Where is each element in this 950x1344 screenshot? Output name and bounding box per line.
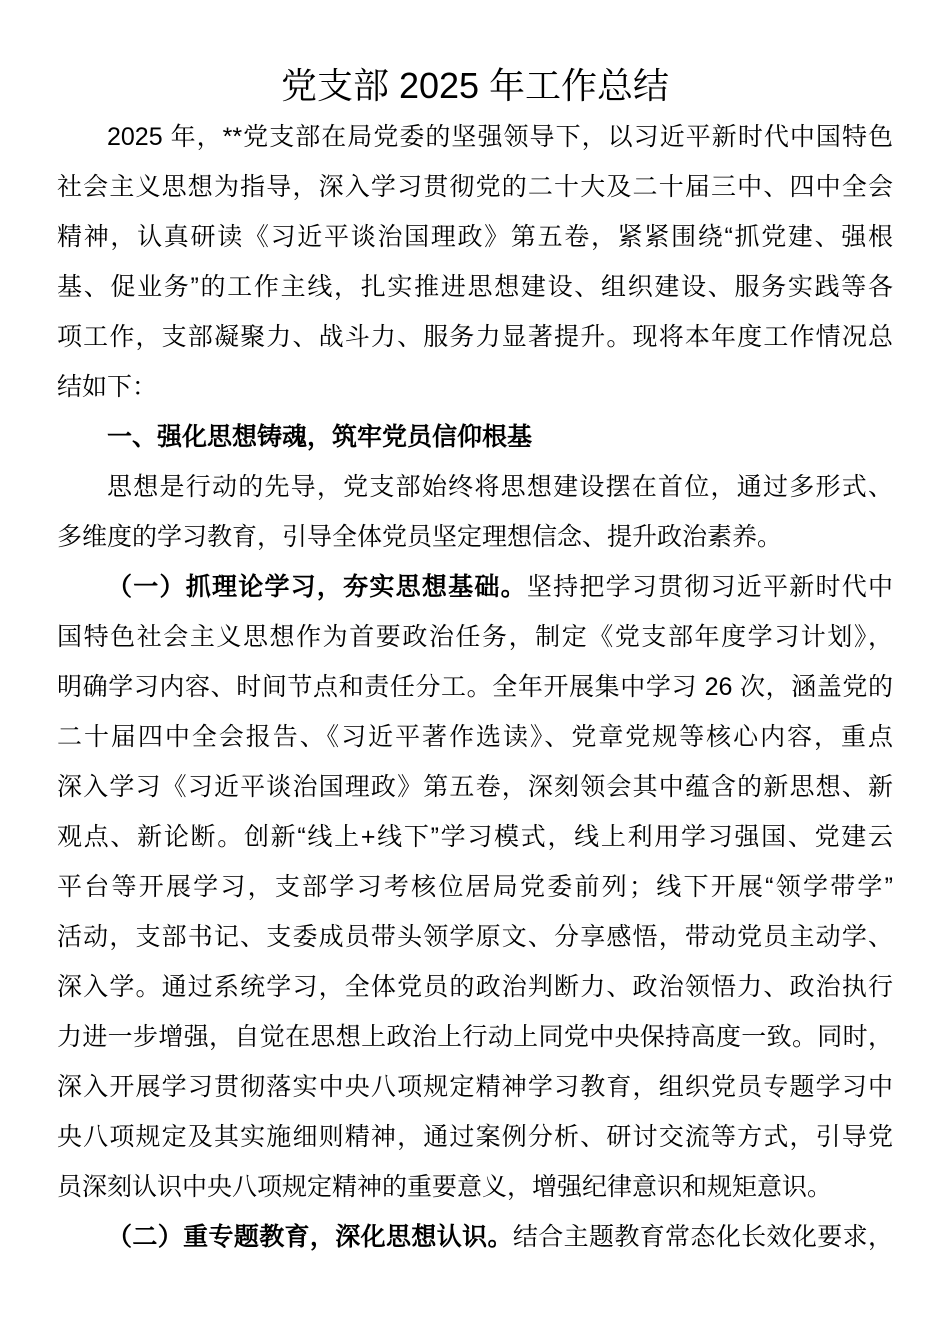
paragraph-line: 力进一步增强，自觉在思想上政治上行动上同党中央保持高度一致。同时， (57, 1023, 893, 1051)
paragraph-line: 思想是行动的先导，党支部始终将思想建设摆在首位，通过多形式、 (107, 473, 893, 501)
paragraph-line (57, 1212, 893, 1262)
paragraph-line: 深入开展学习贯彻落实中央八项规定精神学习教育，组织党员专题学习中 (57, 1073, 893, 1101)
document-title: 党支部 2025 年工作总结 (280, 65, 670, 106)
paragraph-line: 项工作，支部凝聚力、战斗力、服务力显著提升。现将本年度工作情况总 (57, 323, 893, 351)
paragraph-line: 社会主义思想为指导，深入学习贯彻党的二十大及二十届三中、四中全会 (57, 173, 893, 201)
paragraph-text: 坚持把学习贯彻习近平新时代中 (526, 573, 893, 601)
paragraph-line: 央八项规定及其实施细则精神，通过案例分析、研讨交流等方式，引导党 (57, 1123, 893, 1151)
paragraph-line: 2025 年，**党支部在局党委的坚强领导下，以习近平新时代中国特色 (107, 123, 893, 151)
paragraph-line: 结如下： (57, 373, 158, 401)
subheading-lead: （二）重专题教育，深化思想认识。 (107, 1223, 513, 1251)
section-heading: 一、强化思想铸魂，筑牢党员信仰根基 (107, 423, 533, 451)
paragraph-line: 明确学习内容、时间节点和责任分工。全年开展集中学习 26 次，涵盖党的 (57, 673, 893, 701)
paragraph-line: 观点、新论断。创新“线上+线下”学习模式，线上利用学习强国、党建云 (57, 823, 893, 851)
paragraph-line: 基、促业务”的工作主线，扎实推进思想建设、组织建设、服务实践等各 (57, 273, 893, 301)
paragraph-line: 二十届四中全会报告、《习近平著作选读》、党章党规等核心内容，重点 (57, 723, 893, 751)
paragraph-line: 深入学习《习近平谈治国理政》第五卷，深刻领会其中蕴含的新思想、新 (57, 773, 893, 801)
paragraph-line: 活动，支部书记、支委成员带头领学原文、分享感悟，带动党员主动学、 (57, 923, 893, 951)
paragraph-line: 精神，认真研读《习近平谈治国理政》第五卷，紧紧围绕“抓党建、强根 (57, 223, 893, 251)
paragraph-line: 多维度的学习教育，引导全体党员坚定理想信念、提升政治素养。 (57, 523, 783, 551)
paragraph-line (57, 562, 893, 612)
subheading-lead: （一）抓理论学习，夯实思想基础。 (107, 573, 527, 601)
paragraph-line: 国特色社会主义思想作为首要政治任务，制定《党支部年度学习计划》， (57, 623, 893, 651)
paragraph-text: 结合主题教育常态化长效化要求， (512, 1223, 893, 1251)
paragraph-line: 平台等开展学习，支部学习考核位居局党委前列；线下开展“领学带学” (57, 873, 893, 901)
paragraph-line: 深入学。通过系统学习，全体党员的政治判断力、政治领悟力、政治执行 (57, 973, 893, 1001)
paragraph-line: 员深刻认识中央八项规定精神的重要意义，增强纪律意识和规矩意识。 (57, 1173, 833, 1201)
